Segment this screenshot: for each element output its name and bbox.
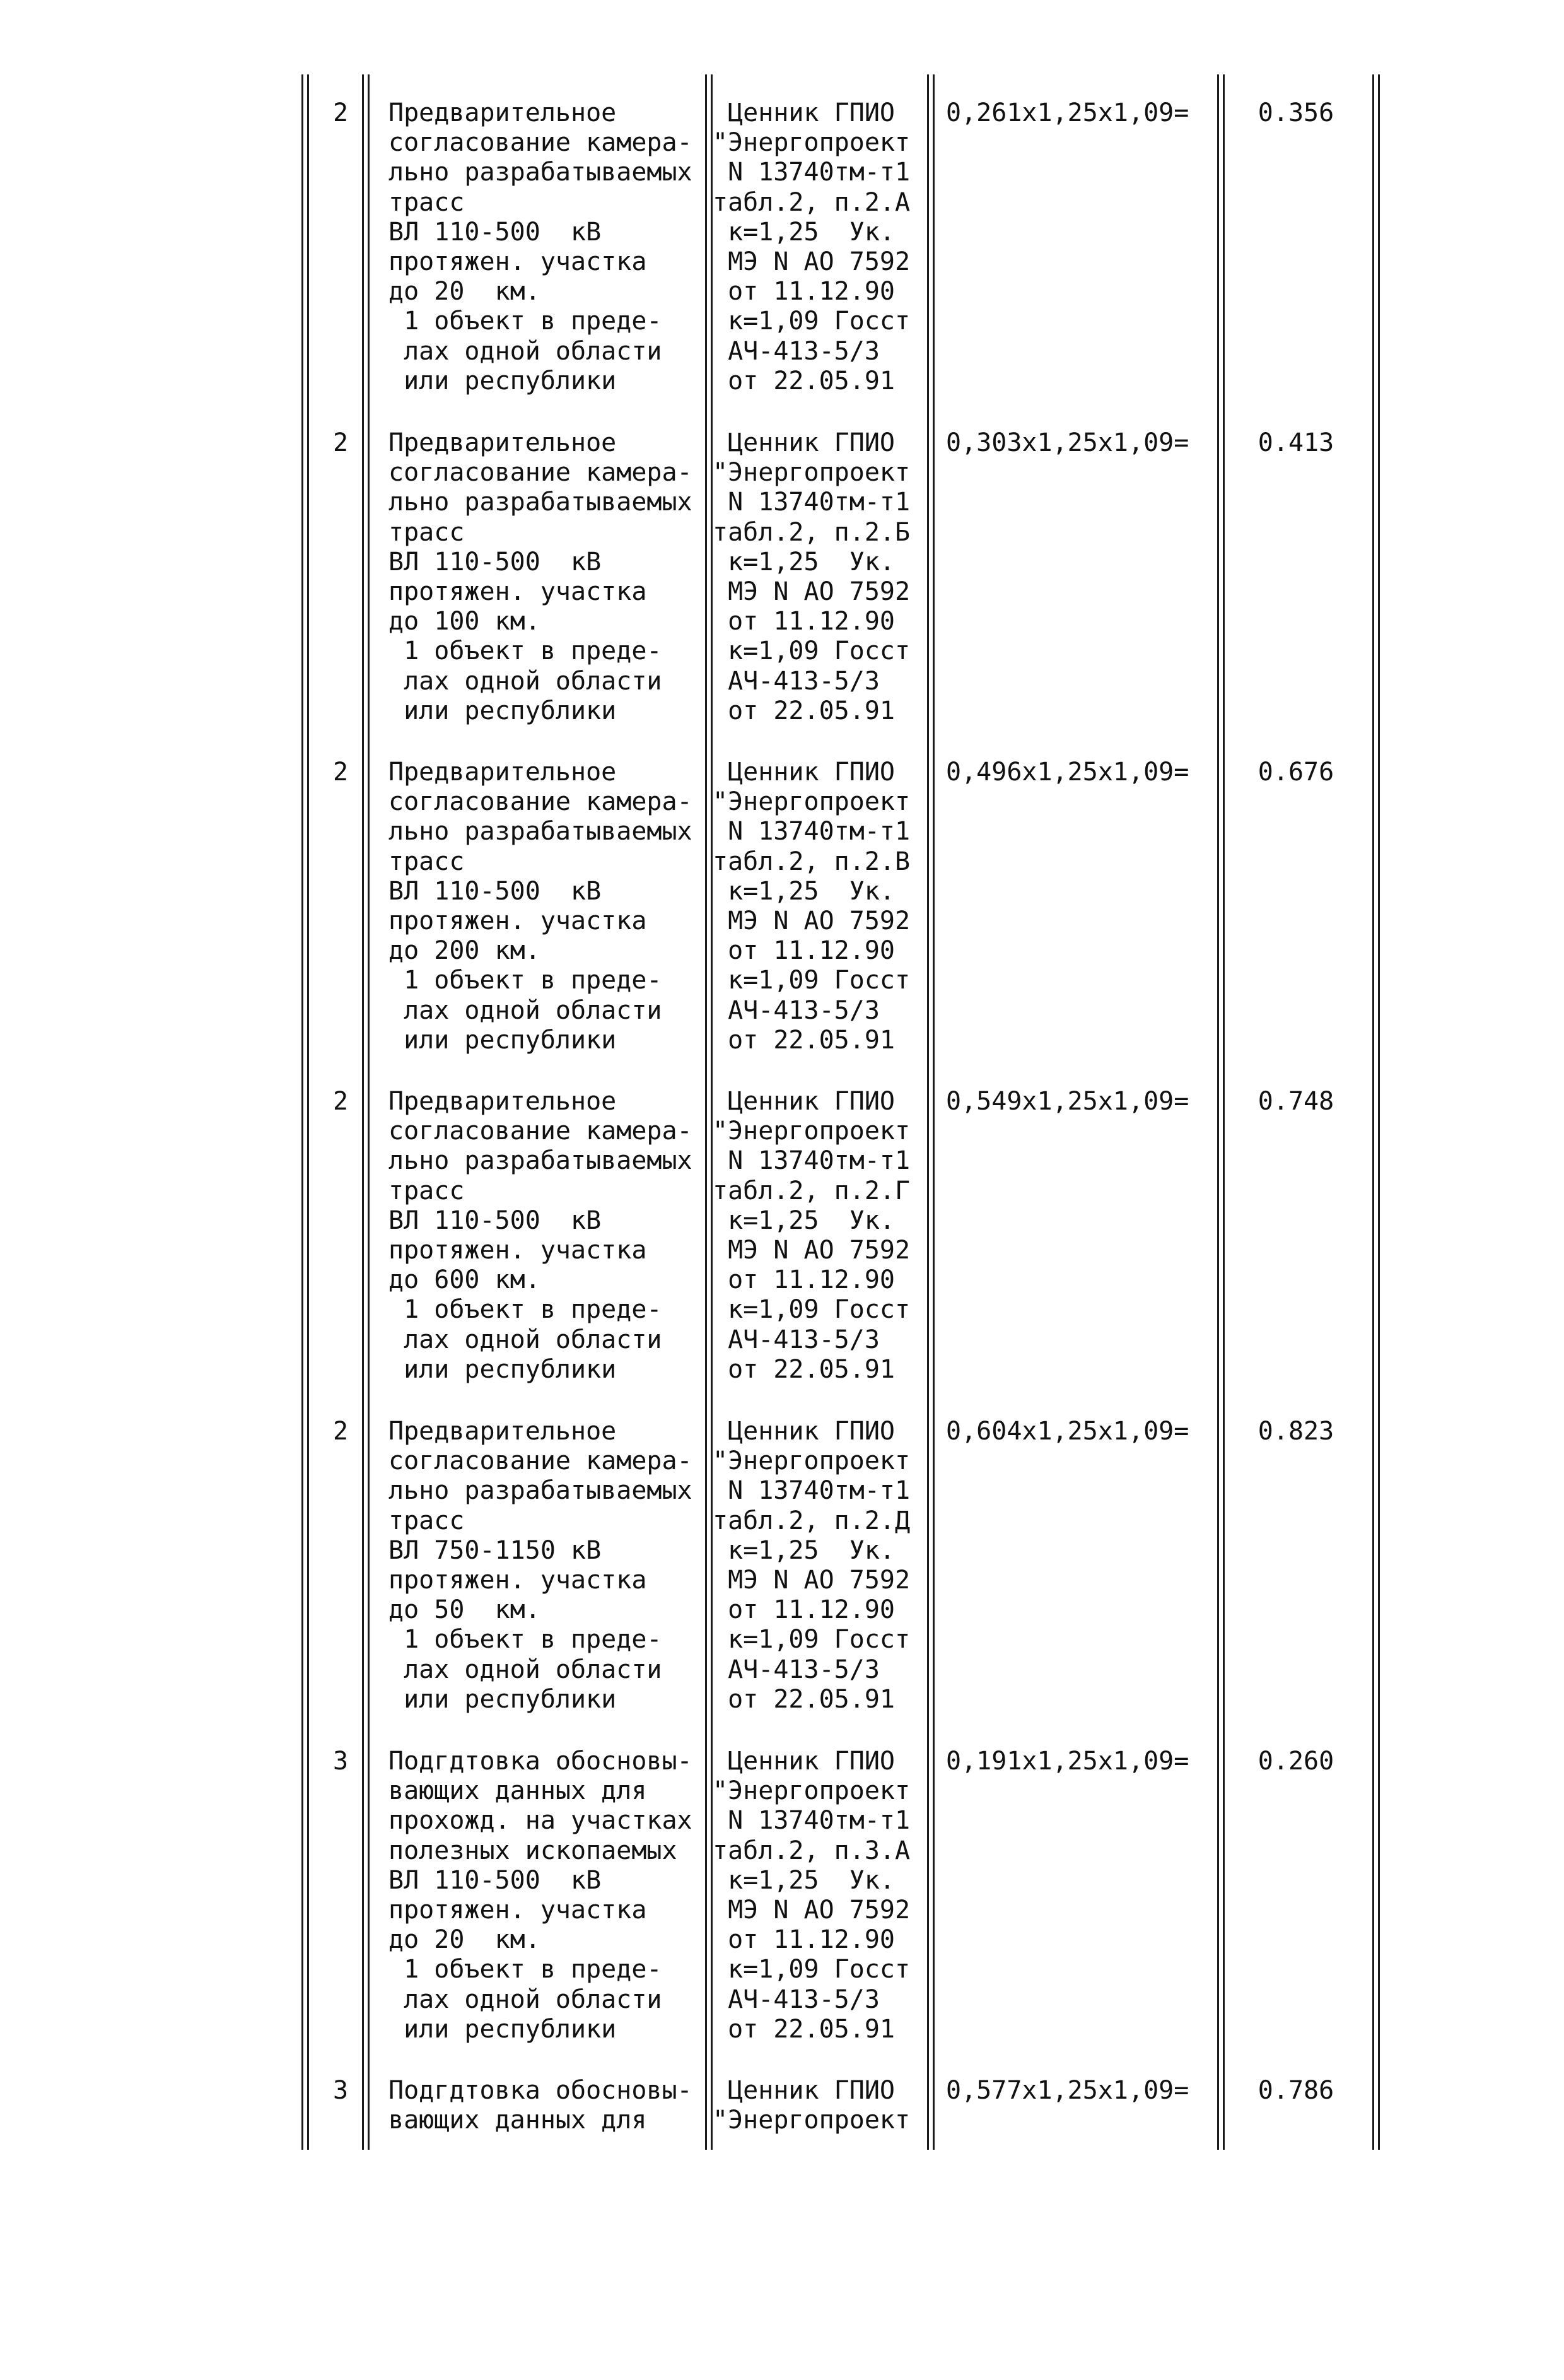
work-description-line: трасс — [388, 1176, 465, 1205]
price-reference-line: к=1,25 Ук. — [713, 217, 895, 247]
work-description-line: Предварительное — [388, 758, 617, 787]
price-reference-line: АЧ-413-5/3 — [713, 995, 880, 1025]
work-description-line: 1 объект в преде- — [388, 636, 662, 666]
price-reference-line: табл.2, п.2.Д — [713, 1506, 911, 1535]
work-description — [388, 758, 704, 1055]
work-description-line: лах одной области — [388, 336, 662, 366]
work-description-line: льно разрабатываемых — [388, 1146, 692, 1176]
work-description-line: лах одной области — [388, 1325, 662, 1354]
row-number: 2 — [332, 1417, 349, 1446]
work-description-line: Предварительное — [388, 98, 617, 127]
cost-value: 0.413 — [1258, 428, 1334, 457]
price-reference-line: табл.2, п.3.А — [713, 1836, 911, 1865]
work-description-line: Подгдтовка обосновы- — [388, 1747, 692, 1776]
work-description-line: или республики — [388, 366, 617, 396]
price-reference-line: к=1,09 Госст — [713, 1625, 911, 1655]
price-reference-line: к=1,09 Госст — [713, 1955, 911, 1984]
work-description-line: согласование камера- — [388, 787, 692, 817]
work-description-line: согласование камера- — [388, 1117, 692, 1146]
price-reference — [713, 1087, 927, 1385]
work-description-line: льно разрабатываемых — [388, 158, 692, 187]
work-description-line: или республики — [388, 696, 617, 725]
work-description — [388, 1087, 704, 1385]
work-description-line: вающих данных для — [388, 1776, 647, 1806]
work-description — [388, 2076, 704, 2135]
price-reference — [713, 1747, 927, 2044]
price-reference-line: от 22.05.91 — [713, 1025, 895, 1055]
work-description — [388, 98, 704, 396]
price-reference-line: АЧ-413-5/3 — [713, 1655, 880, 1684]
work-description-line: ВЛ 110-500 кВ — [388, 1205, 602, 1235]
price-reference-line: табл.2, п.2.Г — [713, 1176, 911, 1205]
price-reference-line: от 22.05.91 — [713, 1354, 895, 1384]
work-description-line: Предварительное — [388, 1087, 617, 1116]
price-reference-line: "Энергопроект — [713, 1117, 911, 1146]
price-reference-line: табл.2, п.2.Б — [713, 517, 911, 547]
work-description-line: лах одной области — [388, 995, 662, 1025]
price-reference — [713, 758, 927, 1055]
price-reference-line: АЧ-413-5/3 — [713, 1325, 880, 1354]
work-description-line: ВЛ 110-500 кВ — [388, 1865, 602, 1895]
row-number: 2 — [332, 1087, 349, 1116]
work-description-line: до 200 км. — [388, 936, 540, 966]
work-description-line: 1 объект в преде- — [388, 1295, 662, 1325]
work-description — [388, 1747, 704, 2044]
price-reference-line: к=1,09 Госст — [713, 1295, 911, 1325]
price-reference-line: от 11.12.90 — [713, 277, 895, 307]
work-description-line: или республики — [388, 1684, 617, 1714]
cost-calculation: 0,496x1,25x1,09= — [946, 758, 1189, 787]
work-description-line: согласование камера- — [388, 128, 692, 158]
price-reference-line: N 13740тм-т1 — [713, 1476, 911, 1506]
price-reference-line: от 22.05.91 — [713, 2014, 895, 2044]
work-description-line: льно разрабатываемых — [388, 488, 692, 517]
price-reference — [713, 1417, 927, 1715]
price-reference-line: к=1,25 Ук. — [713, 1205, 895, 1235]
work-description — [388, 428, 704, 726]
price-reference-line: "Энергопроект — [713, 128, 911, 158]
cost-value: 0.748 — [1258, 1087, 1334, 1116]
price-reference-line: от 22.05.91 — [713, 696, 895, 725]
price-reference-line: Ценник ГПИО — [713, 758, 895, 787]
price-reference-line: от 22.05.91 — [713, 366, 895, 396]
work-description-line: до 50 км. — [388, 1595, 540, 1625]
work-description-line: протяжен. участка — [388, 1236, 647, 1265]
cost-value: 0.260 — [1258, 1747, 1334, 1776]
price-reference-line: Ценник ГПИО — [713, 428, 895, 457]
work-description-line: протяжен. участка — [388, 247, 647, 277]
price-reference-line: "Энергопроект — [713, 1446, 911, 1476]
price-reference-line: к=1,09 Госст — [713, 636, 911, 666]
cost-value: 0.823 — [1258, 1417, 1334, 1446]
work-description-line: 1 объект в преде- — [388, 307, 662, 336]
row-number: 3 — [332, 2076, 349, 2105]
price-reference-line: N 13740тм-т1 — [713, 817, 911, 847]
row-number: 2 — [332, 98, 349, 127]
cost-calculation: 0,549x1,25x1,09= — [946, 1087, 1189, 1116]
work-description-line: 1 объект в преде- — [388, 966, 662, 995]
work-description-line: трасс — [388, 517, 465, 547]
price-reference-line: от 11.12.90 — [713, 1265, 895, 1295]
work-description-line: или республики — [388, 1354, 617, 1384]
price-reference-line: табл.2, п.2.А — [713, 187, 911, 217]
row-number: 2 — [332, 758, 349, 787]
work-description-line: трасс — [388, 187, 465, 217]
price-reference-line: от 11.12.90 — [713, 607, 895, 636]
price-reference-line: Ценник ГПИО — [713, 1417, 895, 1446]
price-reference-line: Ценник ГПИО — [713, 98, 895, 127]
work-description-line: лах одной области — [388, 1655, 662, 1684]
price-reference-line: АЧ-413-5/3 — [713, 336, 880, 366]
price-reference-line: N 13740тм-т1 — [713, 1146, 911, 1176]
work-description-line: льно разрабатываемых — [388, 817, 692, 847]
row-number: 3 — [332, 1747, 349, 1776]
price-reference-line: Ценник ГПИО — [713, 1087, 895, 1116]
cost-calculation: 0,604x1,25x1,09= — [946, 1417, 1189, 1446]
price-reference-line: МЭ N АО 7592 — [713, 1566, 911, 1595]
work-description-line: протяжен. участка — [388, 1896, 647, 1925]
price-reference-line: от 11.12.90 — [713, 1925, 895, 1955]
price-reference — [713, 428, 927, 726]
work-description-line: согласование камера- — [388, 1446, 692, 1476]
price-reference-line: к=1,25 Ук. — [713, 1535, 895, 1565]
price-reference-line: "Энергопроект — [713, 2106, 911, 2135]
work-description-line: протяжен. участка — [388, 1566, 647, 1595]
cost-calculation: 0,303x1,25x1,09= — [946, 428, 1189, 457]
cost-calculation: 0,577x1,25x1,09= — [946, 2076, 1189, 2105]
table-row — [0, 1393, 1564, 1721]
work-description-line: до 20 км. — [388, 1925, 540, 1955]
table-row — [0, 1723, 1564, 2051]
price-reference-line: МЭ N АО 7592 — [713, 577, 911, 607]
work-description-line: Предварительное — [388, 1417, 617, 1446]
work-description-line: лах одной области — [388, 666, 662, 696]
work-description-line: 1 объект в преде- — [388, 1955, 662, 1984]
work-description-line: льно разрабатываемых — [388, 1476, 692, 1506]
table-row — [0, 404, 1564, 732]
work-description-line: протяжен. участка — [388, 906, 647, 936]
price-reference-line: МЭ N АО 7592 — [713, 906, 911, 936]
work-description-line: или республики — [388, 1025, 617, 1055]
price-reference-line: N 13740тм-т1 — [713, 1806, 911, 1836]
cost-value: 0.356 — [1258, 98, 1334, 127]
work-description-line: прохожд. на участках — [388, 1806, 692, 1836]
work-description-line: или республики — [388, 2014, 617, 2044]
table-row — [0, 734, 1564, 1062]
work-description-line: до 600 км. — [388, 1265, 540, 1295]
price-reference-line: МЭ N АО 7592 — [713, 1236, 911, 1265]
price-reference-line: "Энергопроект — [713, 1776, 911, 1806]
price-reference-line: "Энергопроект — [713, 458, 911, 488]
price-reference — [713, 98, 927, 396]
work-description-line: лах одной области — [388, 1984, 662, 2014]
price-reference-line: от 11.12.90 — [713, 1595, 895, 1625]
work-description-line: ВЛ 110-500 кВ — [388, 217, 602, 247]
row-number: 2 — [332, 428, 349, 457]
work-description-line: протяжен. участка — [388, 577, 647, 607]
price-reference-line: N 13740тм-т1 — [713, 488, 911, 517]
price-reference-line: МЭ N АО 7592 — [713, 247, 911, 277]
price-reference-line: АЧ-413-5/3 — [713, 1984, 880, 2014]
price-reference-line: к=1,09 Госст — [713, 966, 911, 995]
price-reference-line: к=1,25 Ук. — [713, 547, 895, 577]
work-description-line: Подгдтовка обосновы- — [388, 2076, 692, 2105]
price-reference-line: АЧ-413-5/3 — [713, 666, 880, 696]
cost-value: 0.786 — [1258, 2076, 1334, 2105]
work-description-line: трасс — [388, 1506, 465, 1535]
price-reference-line: N 13740тм-т1 — [713, 158, 911, 187]
work-description-line: Предварительное — [388, 428, 617, 457]
price-reference-line: к=1,09 Госст — [713, 307, 911, 336]
work-description-line: трасс — [388, 847, 465, 876]
cost-calculation: 0,191x1,25x1,09= — [946, 1747, 1189, 1776]
price-reference-line: Ценник ГПИО — [713, 1747, 895, 1776]
work-description-line: вающих данных для — [388, 2106, 647, 2135]
work-description-line: ВЛ 110-500 кВ — [388, 876, 602, 906]
work-description-line: согласование камера- — [388, 458, 692, 488]
price-reference — [713, 2076, 927, 2135]
table-row — [0, 2052, 1564, 2380]
table-row — [0, 74, 1564, 402]
work-description-line: до 100 км. — [388, 607, 540, 636]
work-description-line: ВЛ 750-1150 кВ — [388, 1535, 602, 1565]
price-reference-line: "Энергопроект — [713, 787, 911, 817]
cost-value: 0.676 — [1258, 758, 1334, 787]
price-reference-line: Ценник ГПИО — [713, 2076, 895, 2105]
price-reference-line: к=1,25 Ук. — [713, 876, 895, 906]
price-reference-line: от 22.05.91 — [713, 1684, 895, 1714]
price-reference-line: от 11.12.90 — [713, 936, 895, 966]
price-reference-line: МЭ N АО 7592 — [713, 1896, 911, 1925]
cost-calculation: 0,261x1,25x1,09= — [946, 98, 1189, 127]
work-description-line: до 20 км. — [388, 277, 540, 307]
work-description-line: полезных ископаемых — [388, 1836, 677, 1865]
price-reference-line: табл.2, п.2.В — [713, 847, 911, 876]
work-description-line: ВЛ 110-500 кВ — [388, 547, 602, 577]
table-row — [0, 1063, 1564, 1391]
price-reference-line: к=1,25 Ук. — [713, 1865, 895, 1895]
work-description — [388, 1417, 704, 1715]
work-description-line: 1 объект в преде- — [388, 1625, 662, 1655]
